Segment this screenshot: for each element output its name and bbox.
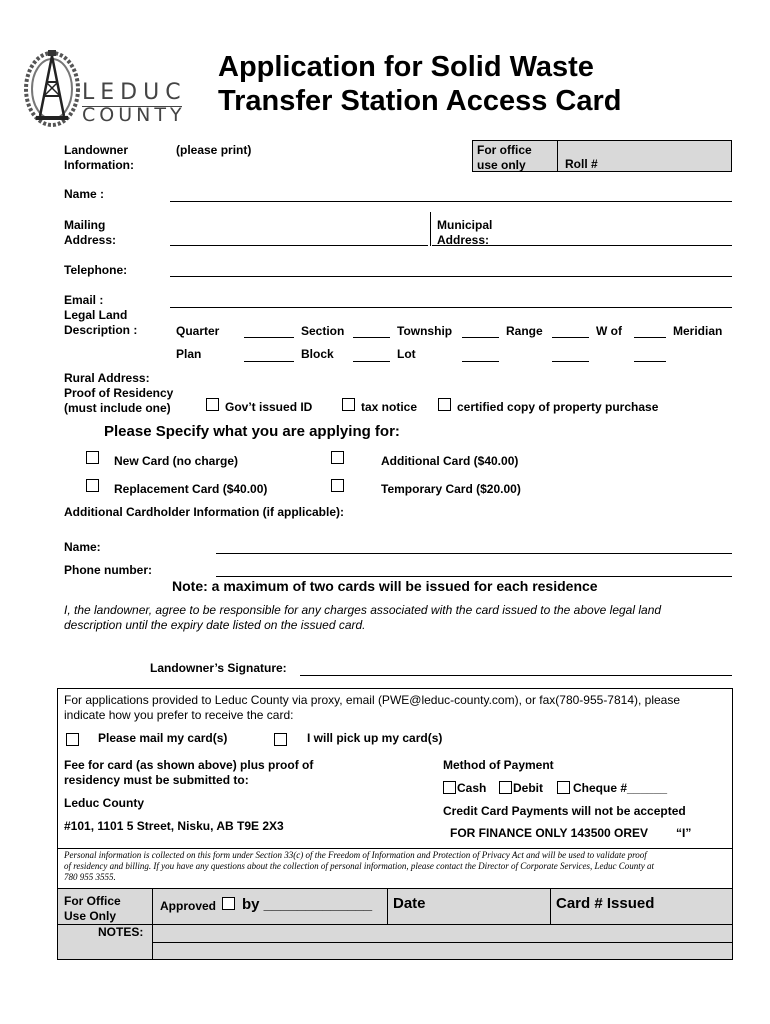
legal-land-label bbox=[64, 308, 137, 338]
card-issued-label: Card # Issued bbox=[556, 895, 655, 912]
approved-label: Approved bbox=[160, 899, 217, 913]
section-field[interactable] bbox=[353, 337, 390, 338]
cardholder-name-field[interactable] bbox=[216, 553, 732, 554]
pickup-card-checkbox[interactable] bbox=[274, 733, 287, 746]
proof-label bbox=[64, 386, 173, 416]
mailing-l1: Mailing bbox=[64, 218, 106, 232]
replacement-card-checkbox[interactable] bbox=[86, 479, 99, 492]
rural-address-label: Rural Address: bbox=[64, 371, 150, 385]
temporary-card-checkbox[interactable] bbox=[331, 479, 344, 492]
municipal-address-label bbox=[437, 218, 492, 248]
office-label-l2: Use Only bbox=[64, 909, 117, 923]
cash-label: Cash bbox=[457, 781, 487, 795]
telephone-label: Telephone: bbox=[64, 263, 128, 277]
cardholder-phone-label: Phone number: bbox=[64, 563, 153, 577]
proxy-l1: For applications provided to Leduc County via proxy, email (PWE@leduc-county.com), or fax(780-955-7814), please bbox=[64, 693, 681, 707]
temporary-card-label: Temporary Card ($20.00) bbox=[381, 482, 521, 496]
finance-label: FOR FINANCE ONLY 143500 OREV bbox=[450, 826, 649, 840]
replacement-card-label: Replacement Card ($40.00) bbox=[114, 482, 268, 496]
specify-heading: Please Specify what you are applying for: bbox=[104, 423, 400, 440]
tax-notice-checkbox[interactable] bbox=[342, 398, 355, 411]
lot-field[interactable] bbox=[462, 361, 499, 362]
pickup-card-label: I will pick up my card(s) bbox=[307, 731, 443, 745]
municipal-l1: Municipal bbox=[437, 218, 493, 232]
landowner-label-l1: Landowner bbox=[64, 143, 129, 157]
proxy-text bbox=[64, 693, 680, 723]
mailing-address-field[interactable] bbox=[170, 245, 428, 246]
cheque-checkbox[interactable] bbox=[557, 781, 570, 794]
landowner-label bbox=[64, 143, 134, 173]
mail-card-checkbox[interactable] bbox=[66, 733, 79, 746]
debit-label: Debit bbox=[513, 781, 543, 795]
fee-l1: Fee for card (as shown above) plus proof of bbox=[64, 758, 314, 772]
block-field[interactable] bbox=[353, 361, 390, 362]
cheque-label: Cheque #______ bbox=[573, 781, 668, 795]
new-card-label: New Card (no charge) bbox=[114, 454, 239, 468]
certified-copy-checkbox[interactable] bbox=[438, 398, 451, 411]
proxy-l2: indicate how you prefer to receive the card: bbox=[64, 708, 294, 722]
certified-copy-label: certified copy of property purchase bbox=[457, 400, 659, 414]
proof-l1: Proof of Residency bbox=[64, 386, 174, 400]
name-field[interactable] bbox=[170, 201, 732, 202]
form-title-line1: Application for Solid Waste bbox=[218, 51, 594, 83]
quarter-field[interactable] bbox=[244, 337, 294, 338]
township-field[interactable] bbox=[462, 337, 499, 338]
office-label bbox=[64, 894, 121, 924]
lot-field-3[interactable] bbox=[634, 361, 666, 362]
landowner-label-l2: Information: bbox=[64, 158, 134, 172]
leduc-county-logo bbox=[22, 44, 187, 134]
plan-field[interactable] bbox=[244, 361, 294, 362]
office-use-l1: For office bbox=[477, 143, 532, 157]
range-field[interactable] bbox=[552, 337, 589, 338]
approved-checkbox[interactable] bbox=[222, 897, 235, 910]
w-of-label: W of bbox=[596, 324, 622, 338]
cash-checkbox[interactable] bbox=[443, 781, 456, 794]
section-label: Section bbox=[301, 324, 345, 338]
signature-label: Landowner’s Signature: bbox=[150, 661, 287, 675]
lot-field-2[interactable] bbox=[552, 361, 589, 362]
mailing-l2: Address: bbox=[64, 233, 117, 247]
municipal-l2: Address: bbox=[437, 233, 490, 247]
fee-l2: residency must be submitted to: bbox=[64, 773, 249, 787]
org-name: Leduc County bbox=[64, 796, 144, 810]
roll-number-label: Roll # bbox=[565, 157, 598, 171]
agreement-l2: description until the expiry date listed on the issued card. bbox=[64, 618, 366, 632]
notes-label: NOTES: bbox=[98, 925, 144, 939]
logo-line2: COUNTY bbox=[82, 104, 186, 126]
max-cards-note: Note: a maximum of two cards will be issued for each residence bbox=[172, 578, 598, 594]
block-label: Block bbox=[301, 347, 334, 361]
privacy-l1: Personal information is collected on this form under Section 33(c) of the Freedom of Information and Protection of Privacy Act and will be used to validate proof bbox=[64, 850, 647, 860]
signature-field[interactable] bbox=[300, 675, 732, 676]
telephone-field[interactable] bbox=[170, 276, 732, 277]
office-use-label bbox=[477, 143, 532, 173]
additional-card-label: Additional Card ($40.00) bbox=[381, 454, 519, 468]
quarter-label: Quarter bbox=[176, 324, 220, 338]
privacy-l3: 780 955 3555. bbox=[64, 872, 116, 882]
approved-by-field: by _____________ bbox=[242, 896, 373, 913]
lot-label: Lot bbox=[397, 347, 416, 361]
oil-derrick-icon bbox=[22, 44, 82, 134]
range-label: Range bbox=[506, 324, 543, 338]
email-field[interactable] bbox=[170, 307, 732, 308]
office-use-l2: use only bbox=[477, 158, 526, 172]
logo-line1: LEDUC bbox=[82, 80, 187, 105]
tax-notice-label: tax notice bbox=[361, 400, 418, 414]
payment-method-label: Method of Payment bbox=[443, 758, 554, 772]
cardholder-name-label: Name: bbox=[64, 540, 101, 554]
w-of-field[interactable] bbox=[634, 337, 666, 338]
proof-l2: (must include one) bbox=[64, 401, 171, 415]
meridian-label: Meridian bbox=[673, 324, 723, 338]
privacy-notice bbox=[64, 850, 729, 883]
agreement-l1: I, the landowner, agree to be responsible for any charges associated with the card issued to the above legal land bbox=[64, 603, 662, 617]
debit-checkbox[interactable] bbox=[499, 781, 512, 794]
date-label: Date bbox=[393, 895, 426, 912]
email-label: Email : bbox=[64, 293, 104, 307]
org-address: #101, 1101 5 Street, Nisku, AB T9E 2X3 bbox=[64, 819, 284, 833]
name-label: Name : bbox=[64, 187, 105, 201]
fee-text bbox=[64, 758, 313, 788]
privacy-l2: of residency and billing. If you have any questions about the collection of personal information, please contact the Director of Corporate Services, Leduc County at bbox=[64, 861, 654, 871]
finance-code: “I” bbox=[676, 826, 692, 840]
legal-l1: Legal Land bbox=[64, 308, 128, 322]
mailing-address-label bbox=[64, 218, 116, 248]
no-credit-label: Credit Card Payments will not be accepted bbox=[443, 804, 686, 818]
cardholder-heading: Additional Cardholder Information (if applicable): bbox=[64, 505, 345, 519]
form-title-line2: Transfer Station Access Card bbox=[218, 85, 622, 117]
gov-id-label: Gov’t issued ID bbox=[225, 400, 313, 414]
new-card-checkbox[interactable] bbox=[86, 451, 99, 464]
agreement-text bbox=[64, 603, 661, 633]
office-use-box bbox=[472, 140, 732, 172]
municipal-address-field[interactable] bbox=[432, 245, 732, 246]
plan-label: Plan bbox=[176, 347, 202, 361]
legal-l2: Description : bbox=[64, 323, 138, 337]
township-label: Township bbox=[397, 324, 453, 338]
additional-card-checkbox[interactable] bbox=[331, 451, 344, 464]
mail-card-label: Please mail my card(s) bbox=[98, 731, 228, 745]
office-label-l1: For Office bbox=[64, 894, 121, 908]
gov-id-checkbox[interactable] bbox=[206, 398, 219, 411]
cardholder-phone-field[interactable] bbox=[216, 576, 732, 577]
please-print-label: (please print) bbox=[176, 143, 252, 157]
